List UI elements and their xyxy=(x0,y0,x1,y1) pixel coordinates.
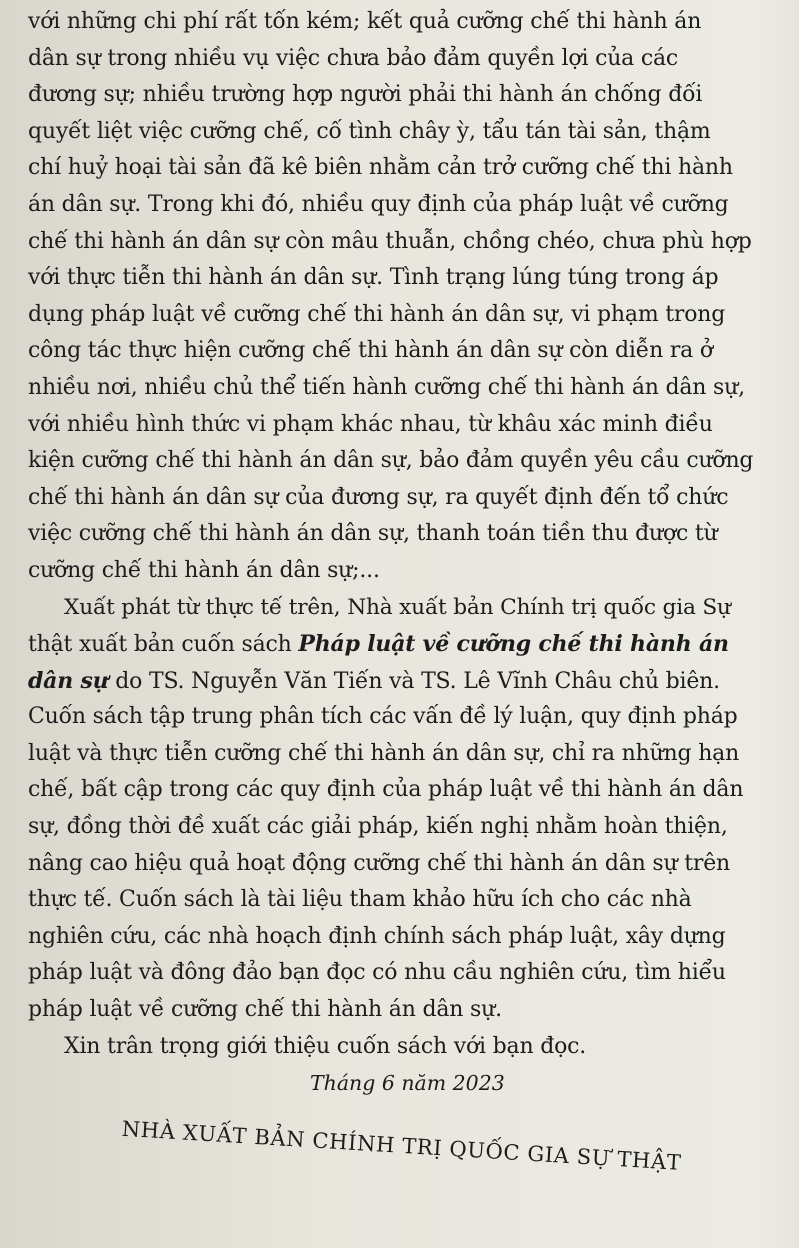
text-line: pháp luật về cưỡng chế thi hành án dân sự. xyxy=(28,997,502,1023)
date-line: Tháng 6 năm 2023 xyxy=(310,1071,505,1096)
text-line: công tác thực hiện cưỡng chế thi hành án dân sự còn diễn ra ở xyxy=(28,338,713,364)
text-line: việc cưỡng chế thi hành án dân sự, thanh toán tiền thu được từ xyxy=(28,521,718,547)
text-line: pháp luật và đông đảo bạn đọc có nhu cầu nghiên cứu, tìm hiểu xyxy=(28,960,726,986)
closing-line: Xin trân trọng giới thiệu cuốn sách với bạn đọc. xyxy=(64,1033,587,1059)
paragraph-1 xyxy=(28,4,767,590)
text-line: với nhiều hình thức vi phạm khác nhau, từ khâu xác minh điều xyxy=(28,411,713,437)
text-line: cưỡng chế thi hành án dân sự;... xyxy=(28,557,380,583)
text-line: luật và thực tiễn cưỡng chế thi hành án dân sự, chỉ ra những hạn xyxy=(28,740,740,766)
text-fragment: thật xuất bản cuốn sách xyxy=(28,632,299,658)
text-line: thực tế. Cuốn sách là tài liệu tham khảo hữu ích cho các nhà xyxy=(28,887,692,913)
text-line: Cuốn sách tập trung phân tích các vấn đề lý luận, quy định pháp xyxy=(28,704,738,730)
text-line: dụng pháp luật về cưỡng chế thi hành án dân sự, vi phạm trong xyxy=(28,301,726,327)
text-line: chí huỷ hoại tài sản đã kê biên nhằm cản trở cưỡng chế thi hành xyxy=(28,155,733,181)
text-line: sự, đồng thời đề xuất các giải pháp, kiến nghị nhằm hoàn thiện, xyxy=(28,814,728,840)
text-line: dân sự trong nhiều vụ việc chưa bảo đảm quyền lợi của các xyxy=(28,45,679,71)
text-line: với thực tiễn thi hành án dân sự. Tình trạng lúng túng trong áp xyxy=(28,265,719,291)
text-line-with-title xyxy=(28,626,767,663)
book-title: Pháp luật về cưỡng chế thi hành án xyxy=(298,631,729,658)
text-line: Xuất phát từ thực tế trên, Nhà xuất bản Chính trị quốc gia Sự xyxy=(64,594,731,620)
text-line: nhiều nơi, nhiều chủ thể tiến hành cưỡng chế thi hành án dân sự, xyxy=(28,374,745,400)
book-title-continued: dân sự xyxy=(28,667,109,694)
text-line: đương sự; nhiều trường hợp người phải thi hành án chống đối xyxy=(28,82,703,108)
paragraph-2 xyxy=(28,590,767,1029)
text-fragment: do TS. Nguyễn Văn Tiến và TS. Lê Vĩnh Châu chủ biên. xyxy=(108,668,720,694)
text-line: án dân sự. Trong khi đó, nhiều quy định của pháp luật về cưỡng xyxy=(28,191,729,217)
text-line: chế thi hành án dân sự của đương sự, ra quyết định đến tổ chức xyxy=(28,484,729,510)
text-line: nghiên cứu, các nhà hoạch định chính sách pháp luật, xây dựng xyxy=(28,923,726,949)
text-line: kiện cưỡng chế thi hành án dân sự, bảo đảm quyền yêu cầu cưỡng xyxy=(28,448,754,474)
text-line-with-title xyxy=(28,663,767,700)
text-line: chế, bất cập trong các quy định của pháp luật về thi hành án dân xyxy=(28,777,744,803)
text-line: nâng cao hiệu quả hoạt động cưỡng chế thi hành án dân sự trên xyxy=(28,850,730,876)
text-line: với những chi phí rất tốn kém; kết quả cưỡng chế thi hành án xyxy=(28,9,702,34)
publisher-signature: NHÀ XUẤT BẢN CHÍNH TRỊ QUỐC GIA SỰ THẬT xyxy=(121,1115,683,1176)
text-line: chế thi hành án dân sự còn mâu thuẫn, chồng chéo, chưa phù hợp xyxy=(28,228,752,254)
text-line: quyết liệt việc cưỡng chế, cố tình chây ỳ, tẩu tán tài sản, thậm xyxy=(28,118,711,144)
